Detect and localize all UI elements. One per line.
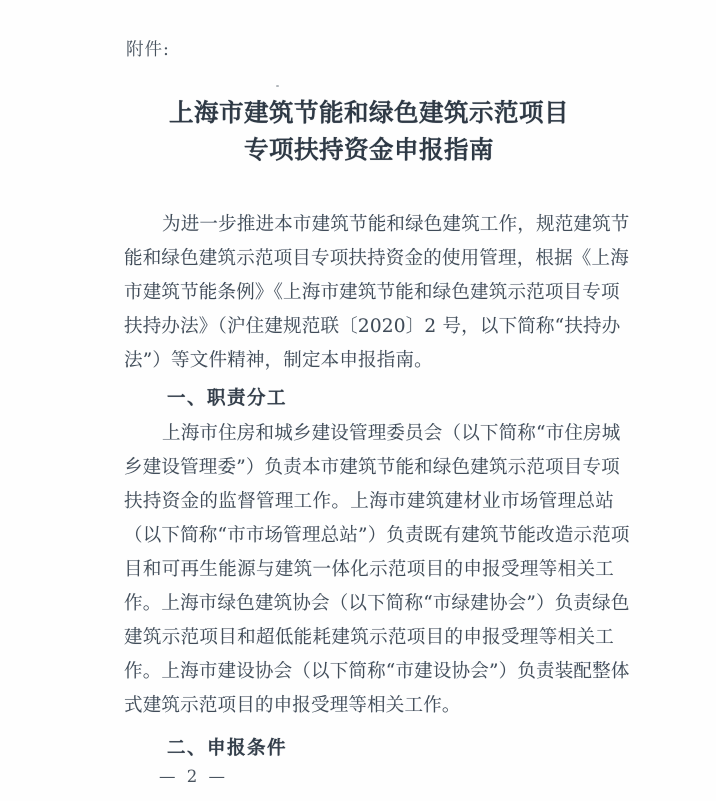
- body-text-line: 式建筑示范项目的申报受理等相关工作。: [124, 695, 461, 716]
- body-text-line: 能和绿色建筑示范项目专项扶持资金的使用管理，根据《上海: [124, 248, 629, 269]
- attachment-label: 附件:: [126, 40, 170, 60]
- body-text-line: 市建筑节能条例》《上海市建筑节能和绿色建筑示范项目专项: [124, 282, 620, 303]
- section-heading-application-conditions: 二、申报条件: [167, 737, 288, 758]
- scan-speck: [276, 85, 279, 87]
- body-text-line: 扶持办法》（沪住建规范联〔2020〕2 号，以下简称“扶持办: [124, 316, 621, 337]
- intro-paragraph: [124, 208, 630, 378]
- document-title-line-1: 上海市建筑节能和绿色建筑示范项目: [169, 98, 569, 127]
- body-text-line: 作。上海市绿色建筑协会（以下简称“市绿建协会”）负责绿色: [124, 593, 630, 614]
- body-text-line: 扶持资金的监督管理工作。上海市建筑建材业市场管理总站: [124, 491, 614, 512]
- body-text-line: （以下简称“市市场管理总站”）负责既有建筑节能改造示范项: [124, 525, 630, 546]
- body-text-line: 作。上海市建设协会（以下简称“市建设协会”）负责装配整体: [124, 661, 630, 682]
- body-text-line: 上海市住房和城乡建设管理委员会（以下简称“市住房城: [162, 423, 621, 444]
- body-text-line: 目和可再生能源与建筑一体化示范项目的申报受理等相关工: [124, 559, 614, 580]
- section-heading-responsibilities: 一、职责分工: [167, 387, 288, 408]
- body-text-line: 建筑示范项目和超低能耗建筑示范项目的申报受理等相关工: [124, 627, 614, 648]
- document-title: [124, 94, 614, 168]
- body-text-line: 为进一步推进本市建筑节能和绿色建筑工作，规范建筑节: [162, 214, 630, 235]
- body-text-line: 法”）等文件精神，制定本申报指南。: [124, 350, 433, 371]
- page-number: — 2 —: [159, 767, 228, 786]
- document-title-line-2: 专项扶持资金申报指南: [244, 135, 494, 164]
- body-text-line: 乡建设管理委”）负责本市建筑节能和绿色建筑示范项目专项: [124, 457, 620, 478]
- responsibilities-paragraph: [124, 417, 630, 723]
